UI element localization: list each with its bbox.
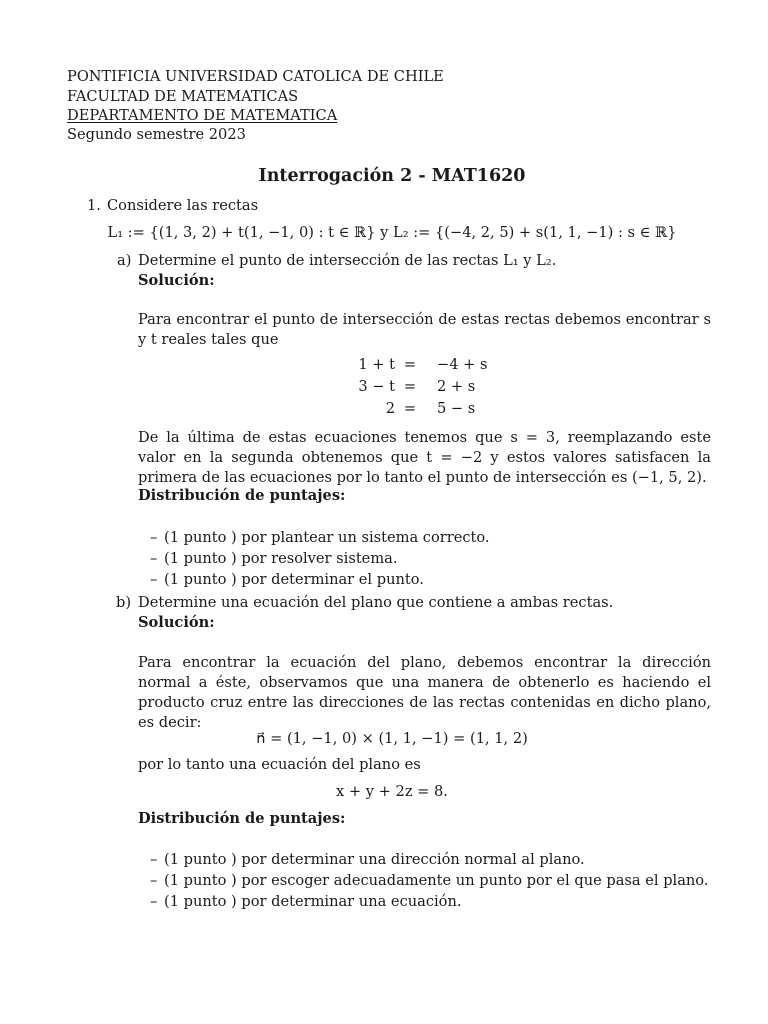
system-lhs: 1 + t	[358, 356, 395, 373]
list-dash: –	[150, 529, 158, 546]
university-name: PONTIFICIA UNIVERSIDAD CATOLICA DE CHILE	[67, 68, 444, 85]
scoring-item-text: (1 punto ) por determinar una ecuación.	[164, 893, 462, 910]
lines-definition: L₁ := {(1, 3, 2) + t(1, −1, 0) : t ∈ ℝ} y L₂ := {(−4, 2, 5) + s(1, 1, −1) : s ∈ ℝ}	[107, 224, 677, 241]
part-b-prompt: Determine una ecuación del plano que contiene a ambas rectas.	[138, 594, 614, 611]
system-lhs: 2	[385, 400, 395, 417]
list-dash: –	[150, 851, 158, 868]
part-a-scoring-label: Distribución de puntajes:	[138, 487, 346, 504]
part-a-solution-intro: Para encontrar el punto de intersección de estas rectas debemos encontrar s y t reales tales que	[138, 311, 711, 348]
part-a-prompt: Determine el punto de intersección de las rectas L₁ y L₂.	[138, 252, 557, 269]
part-b-solution-label: Solución:	[138, 614, 215, 631]
system-row	[355, 355, 507, 377]
scoring-item-text: (1 punto ) por plantear un sistema correcto.	[164, 529, 490, 546]
semester: Segundo semestre 2023	[67, 126, 246, 143]
system-lhs: 3 − t	[358, 378, 395, 395]
system-equals: =	[403, 400, 417, 417]
system-equals: =	[403, 356, 417, 373]
equation-system	[355, 355, 507, 421]
list-dash: –	[150, 571, 158, 588]
system-row	[355, 399, 507, 421]
part-b-scoring-item	[150, 892, 462, 912]
system-rhs: 5 − s	[437, 400, 476, 417]
list-dash: –	[150, 550, 158, 567]
list-dash: –	[150, 893, 158, 910]
department-name: DEPARTAMENTO DE MATEMATICA	[67, 107, 338, 124]
part-b-solution-intro: Para encontrar la ecuación del plano, debemos encontrar la dirección normal a éste, observamos que una manera de obtenerlo es haciendo el producto cruz entre las direcciones de las rectas contenidas en dicho plano, es decir:	[138, 654, 711, 731]
question-number: 1.	[87, 197, 101, 214]
faculty-name: FACULTAD DE MATEMATICAS	[67, 88, 299, 105]
part-a-scoring-item	[150, 549, 398, 569]
part-a-solution-text: De la última de estas ecuaciones tenemos que s = 3, reemplazando este valor en la segunda obtenemos que t = −2 y estos valores satisfacen la primera de las ecuaciones por lo tanto el punto de intersección es (−1, 5, 2).	[138, 429, 711, 486]
list-dash: –	[150, 872, 158, 889]
system-row	[355, 377, 507, 399]
scoring-item-text: (1 punto ) por resolver sistema.	[164, 550, 398, 567]
part-b-scoring-item	[150, 871, 708, 891]
scoring-item-text: (1 punto ) por escoger adecuadamente un punto por el que pasa el plano.	[164, 872, 709, 889]
part-a-scoring-item	[150, 570, 424, 590]
scoring-item-text: (1 punto ) por determinar el punto.	[164, 571, 424, 588]
normal-equation: n⃗ = (1, −1, 0) × (1, 1, −1) = (1, 1, 2)	[256, 730, 528, 747]
system-equals: =	[403, 378, 417, 395]
part-a-solution-label: Solución:	[138, 272, 215, 289]
part-a-label: a)	[117, 252, 132, 269]
plane-equation: x + y + 2z = 8.	[336, 783, 448, 800]
part-b-scoring-item	[150, 850, 585, 870]
system-rhs: −4 + s	[437, 356, 488, 373]
question-intro: Considere las rectas	[107, 197, 259, 214]
document-title: Interrogación 2 - MAT1620	[258, 166, 526, 186]
part-b-label: b)	[116, 594, 132, 611]
part-a-scoring-item	[150, 528, 490, 548]
scoring-item-text: (1 punto ) por determinar una dirección normal al plano.	[164, 851, 585, 868]
system-rhs: 2 + s	[437, 378, 476, 395]
part-b-conclusion: por lo tanto una ecuación del plano es	[138, 756, 421, 773]
part-b-scoring-label: Distribución de puntajes:	[138, 810, 346, 827]
